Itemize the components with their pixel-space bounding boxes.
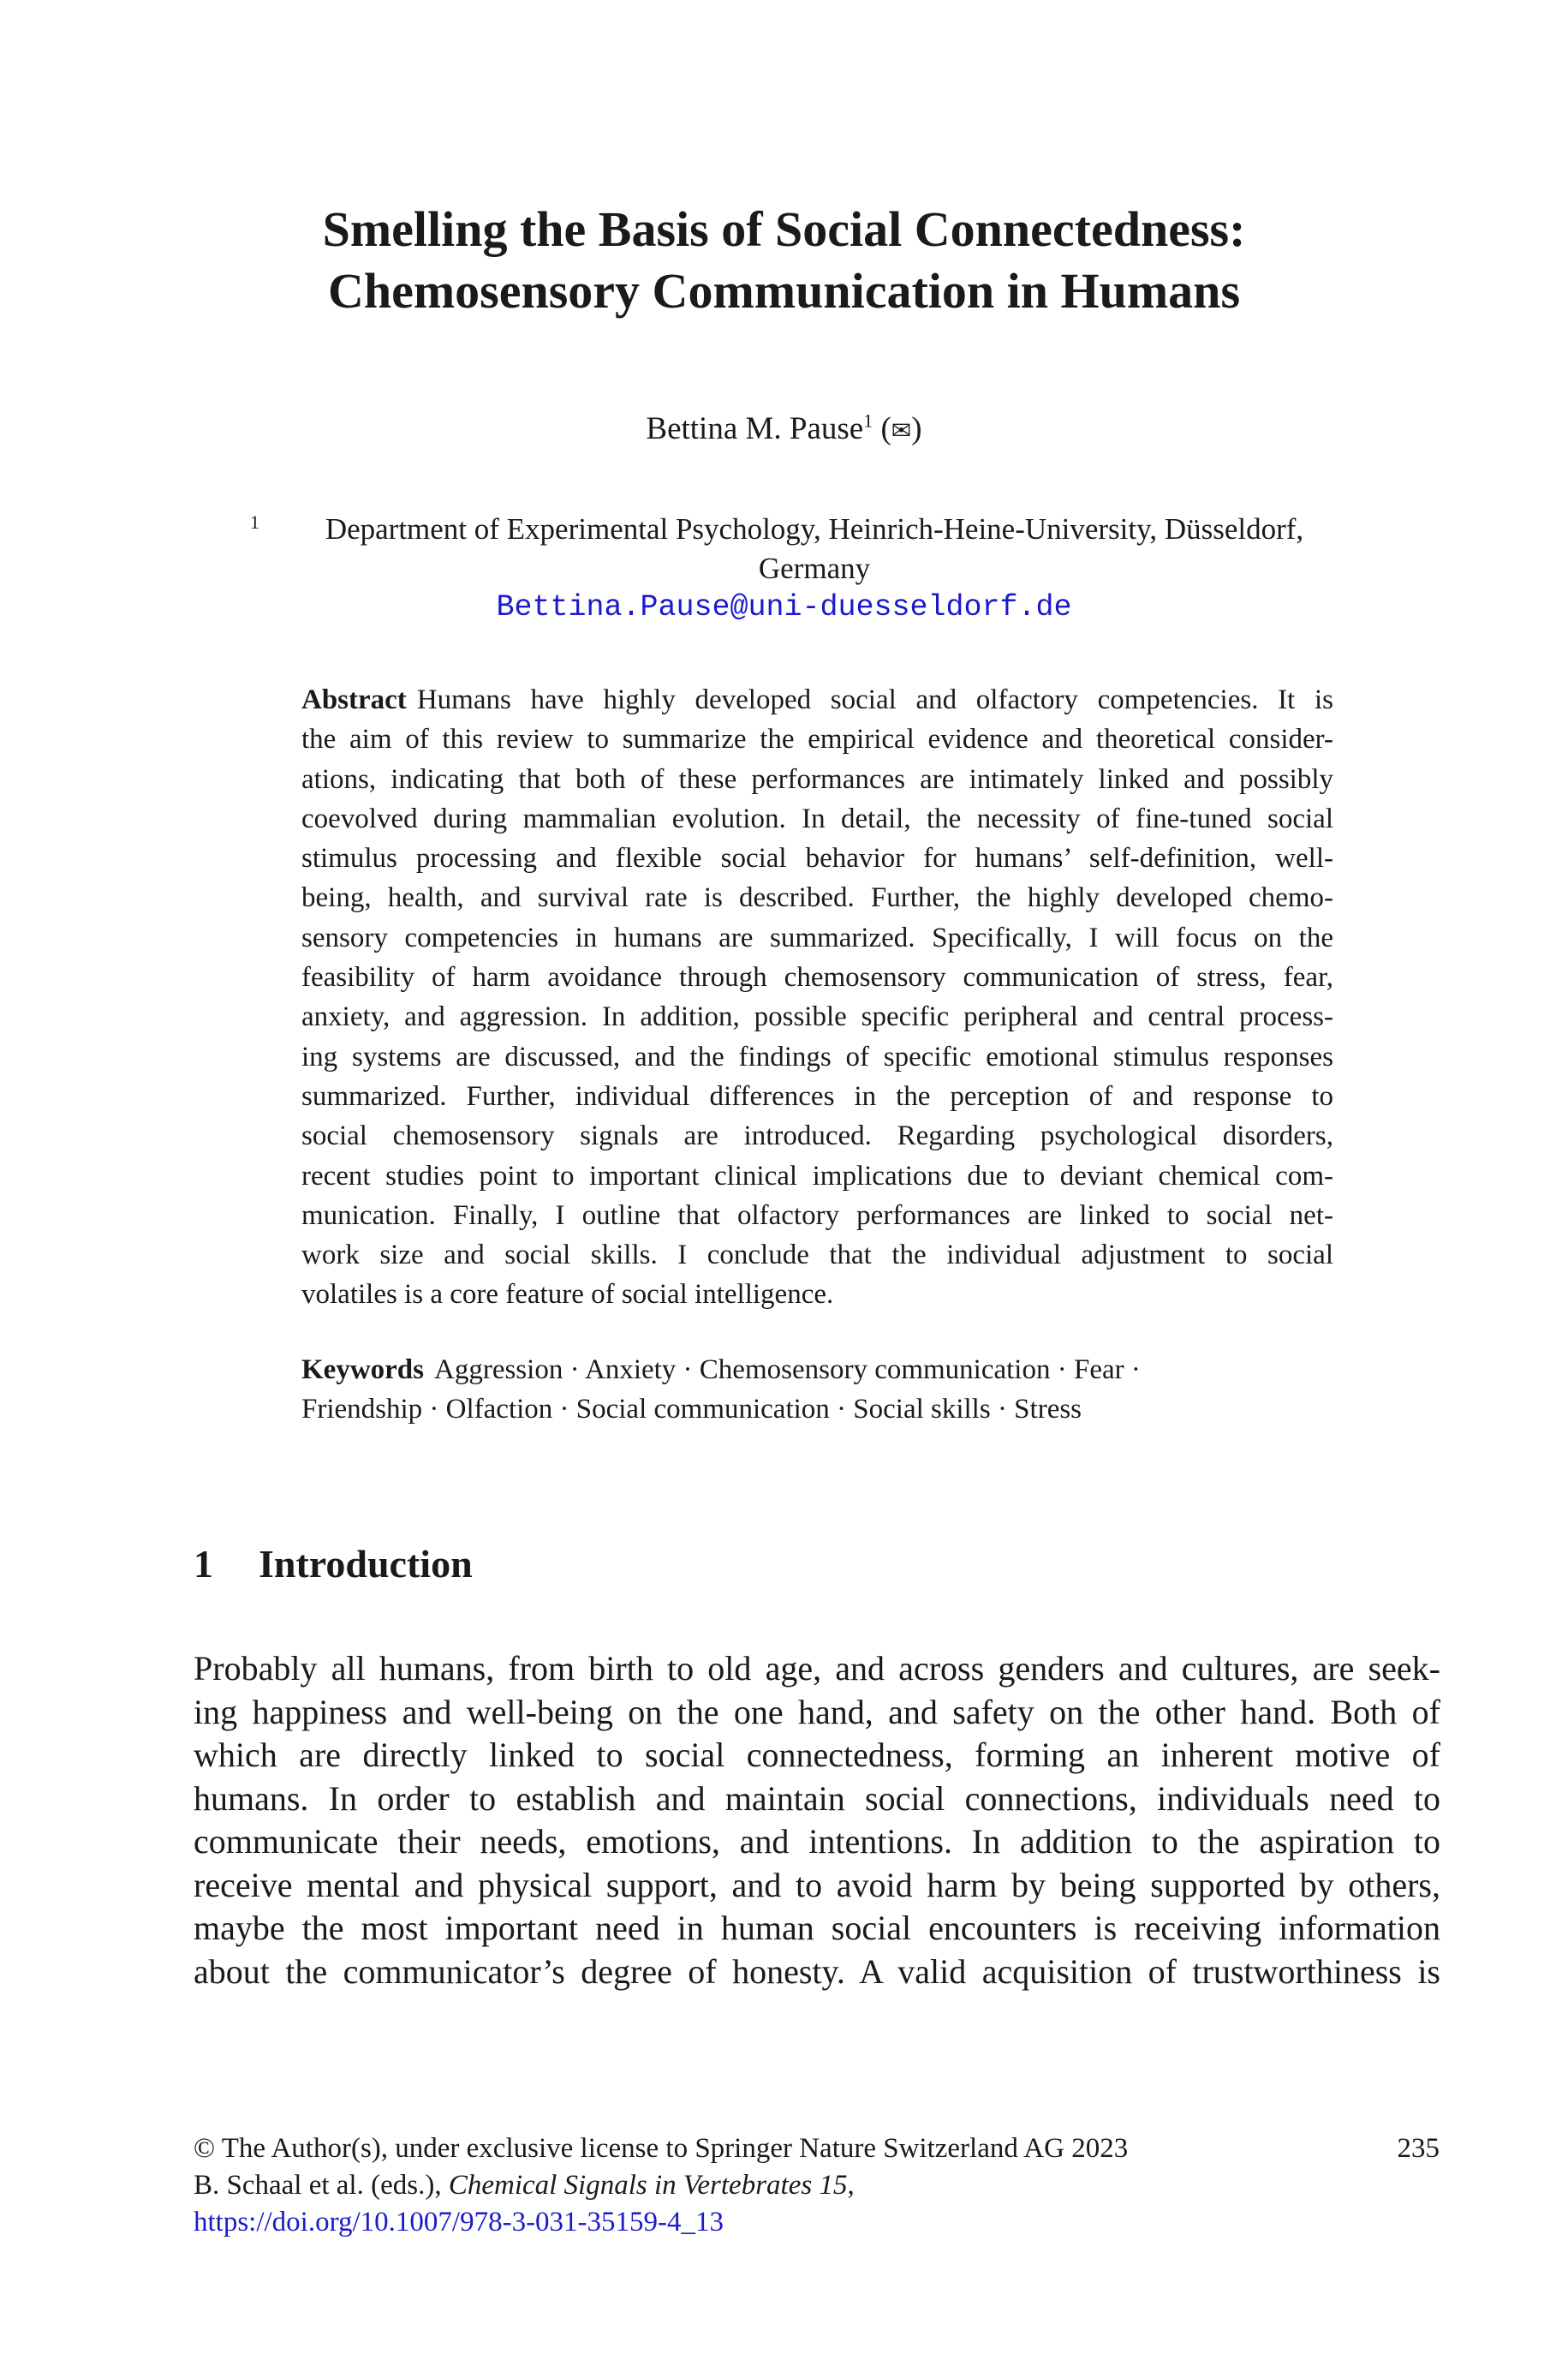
affiliation-number: 1 [250,511,259,533]
abstract-line: being, health, and survival rate is described. Further, the highly developed chemo- [301,882,1333,914]
section-title: Introduction [259,1542,473,1586]
paper-title [171,199,1397,322]
intro-line: humans. In order to establish and maintain social connections, individuals need to [194,1778,1440,1818]
abstract-line: sensory competencies in humans are summarized. Specifically, I will focus on the [301,922,1333,953]
author-line: Bettina M. Pause$^1$ (✉) [646,409,922,446]
keywords-label: Keywords [301,1354,424,1385]
intro-line: communicate their needs, emotions, and intentions. In addition to the aspiration to [194,1822,1440,1861]
author-email-link[interactable]: Bettina.Pause@uni-duesseldorf.de [496,590,1072,624]
abstract-label: Abstract [301,684,407,715]
abstract-line: work size and social skills. I conclude that the individual adjustment to social [301,1240,1333,1271]
book-title: Chemical Signals in Vertebrates 15 [448,2170,848,2201]
doi-link[interactable]: https://doi.org/10.1007/978-3-031-35159-4_13 [194,2207,724,2238]
abstract-line: Abstract Humans have highly developed social and olfactory competencies. It is [301,684,1333,715]
keywords-line-1: Keywords Aggression · Anxiety · Chemosensory communication · Fear · [301,1354,1141,1385]
page-number: 235 [1397,2133,1440,2164]
section-heading [194,1540,473,1588]
title-line-2: Chemosensory Communication in Humans [327,263,1241,319]
section-number: 1 [194,1542,213,1586]
intro-line: ing happiness and well-being on the one hand, and safety on the other hand. Both of [194,1692,1440,1731]
abstract-line: summarized. Further, individual differences in the perception of and response to [301,1080,1333,1112]
footer [194,2130,1440,2241]
abstract-line: stimulus processing and flexible social behavior for humans’ self-definition, well- [301,843,1333,875]
author-name: Bettina M. Pause [646,411,864,446]
intro-line: which are directly linked to social connectedness, forming an inherent motive of [194,1736,1440,1774]
abstract-line: ations, indicating that both of these performances are intimately linked and possibly [301,763,1333,795]
abstract-line: anxiety, and aggression. In addition, possible specific peripheral and central process- [301,1001,1333,1033]
author-affiliation-marker: 1 [863,409,873,432]
title-line-1: Smelling the Basis of Social Connectedness: [322,201,1246,257]
intro-line: maybe the most important need in human social encounters is receiving information [194,1909,1440,1947]
abstract-line: ing systems are discussed, and the findings of specific emotional stimulus responses [301,1041,1333,1072]
copyright-notice: © The Author(s), under exclusive license to Springer Nature Switzerland AG 2023 [194,2133,1129,2164]
affiliation-line-2: Germany [758,552,871,585]
abstract-line: social chemosensory signals are introduced. Regarding psychological disorders, [301,1120,1333,1152]
abstract-line: coevolved during mammalian evolution. In detail, the necessity of fine-tuned social [301,803,1333,834]
keywords-line-2: Friendship · Olfaction · Social communication · Social skills · Stress [301,1394,1082,1425]
abstract-line: munication. Finally, I outline that olfactory performances are linked to social net- [301,1199,1333,1231]
intro-line: receive mental and physical support, and to avoid harm by being supported by others, [194,1865,1440,1904]
abstract [301,680,1333,1315]
intro-line: about the communicator’s degree of honesty. A valid acquisition of trustworthiness is [194,1951,1440,1991]
intro-paragraph [194,1647,1440,1993]
keywords [301,1350,1333,1430]
book-reference: B. Schaal et al. (eds.), Chemical Signals in Vertebrates 15, [194,2170,855,2201]
envelope-icon[interactable]: ✉ [891,416,912,445]
affiliation-line-1: Department of Experimental Psychology, Heinrich-Heine-University, Düsseldorf, [325,512,1304,546]
intro-line: Probably all humans, from birth to old age, and across genders and cultures, are seek- [194,1649,1440,1688]
abstract-line: recent studies point to important clinical implications due to deviant chemical com- [301,1160,1333,1192]
abstract-line: feasibility of harm avoidance through chemosensory communication of stress, fear, [301,962,1333,994]
affiliation [250,510,1348,589]
abstract-line: volatiles is a core feature of social intelligence. [301,1279,834,1311]
abstract-line: the aim of this review to summarize the empirical evidence and theoretical consider- [301,724,1333,756]
